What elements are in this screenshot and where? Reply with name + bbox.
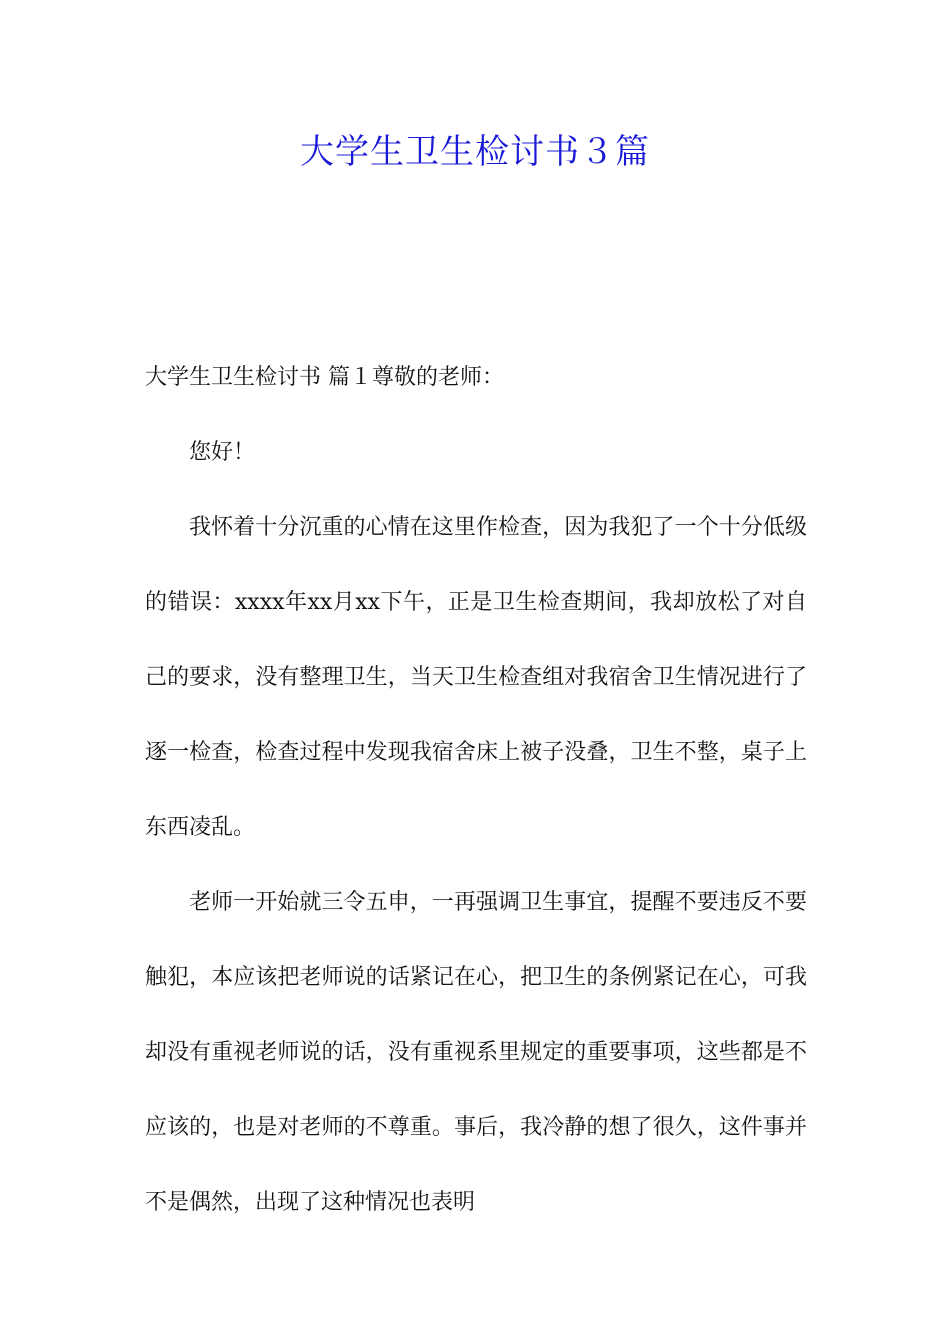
salutation-paragraph: 大学生卫生检讨书 篇１尊敬的老师：	[145, 365, 504, 390]
document-title: 大学生卫生检讨书３篇	[300, 132, 650, 172]
document-body	[145, 340, 807, 1240]
body-paragraph: 我怀着十分沉重的心情在这里作检查，因为我犯了一个十分低级的错误：xxxx年xx月xx下午，正是卫生检查期间，我却放松了对自己的要求，没有整理卫生，当天卫生检查组对我宿舍卫生情况进行了逐一检查，检查过程中发现我宿舍床上被子没叠，卫生不整，桌子上东西凌乱。	[145, 515, 807, 840]
greeting-paragraph: 您好！	[189, 440, 256, 465]
body-paragraph: 老师一开始就三令五申，一再强调卫生事宜，提醒不要违反不要触犯，本应该把老师说的话紧记在心，把卫生的条例紧记在心，可我却没有重视老师说的话，没有重视系里规定的重要事项，这些都是不应该的，也是对老师的不尊重。事后，我冷静的想了很久，这件事并不是偶然，出现了这种情况也表明	[145, 890, 807, 1215]
